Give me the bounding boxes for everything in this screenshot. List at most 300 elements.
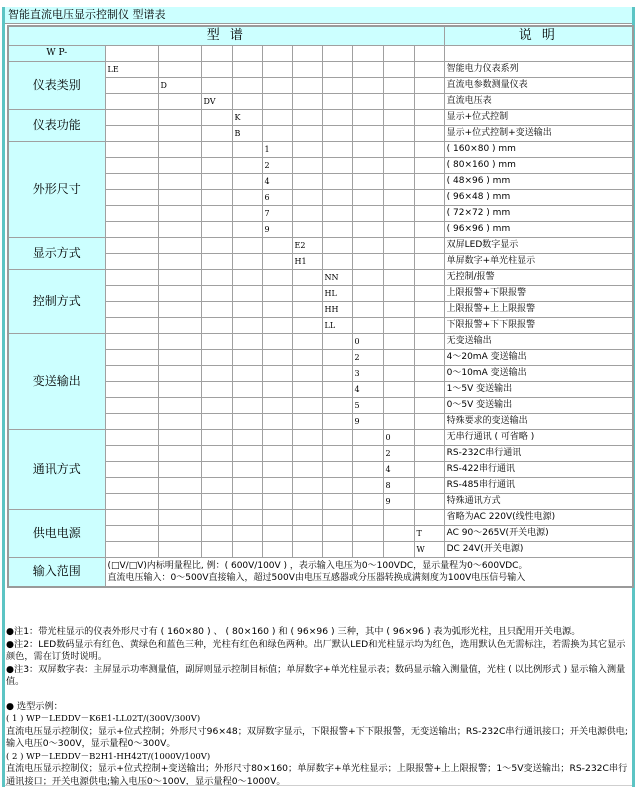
- empty-cell: [158, 237, 201, 253]
- empty-cell: [383, 61, 414, 77]
- group-label: 变送输出: [8, 333, 105, 429]
- example-2-text: 直流电压显示控制仪；显示+位式控制+变送输出；外形尺寸80×160；单屏数字+单光柱显示；上限报警+上上限报警；1～5V变送输出；RS-232C串行通讯接口；开关电源供电;输入电压0～100V，显示量程0～1000V。: [6, 763, 628, 787]
- empty-cell: [414, 333, 444, 349]
- empty-cell: [352, 61, 383, 77]
- code-cell: LE: [105, 61, 158, 77]
- empty-cell: [262, 413, 292, 429]
- empty-cell: [158, 541, 201, 557]
- empty-cell: [292, 301, 322, 317]
- empty-cell: [352, 77, 383, 93]
- description-cell: 上限报警+上上限报警: [444, 301, 633, 317]
- page-title: 智能直流电压显示控制仪 型谱表: [5, 7, 632, 24]
- empty-cell: [105, 365, 158, 381]
- empty-cell: [414, 317, 444, 333]
- empty-cell: [105, 189, 158, 205]
- empty-cell: [105, 237, 158, 253]
- group-label: 仪表类别: [8, 61, 105, 109]
- empty-cell: [158, 269, 201, 285]
- empty-cell: [414, 365, 444, 381]
- empty-cell: [232, 429, 262, 445]
- empty-cell: [352, 429, 383, 445]
- empty-cell: [158, 205, 201, 221]
- empty-cell: [105, 301, 158, 317]
- description-cell: RS-422串行通讯: [444, 461, 633, 477]
- empty-cell: [383, 189, 414, 205]
- empty-cell: [322, 509, 352, 525]
- empty-cell: [383, 333, 414, 349]
- empty-cell: [352, 125, 383, 141]
- empty-cell: [383, 365, 414, 381]
- empty-cell: [262, 477, 292, 493]
- empty-cell: [262, 61, 292, 77]
- empty-cell: [158, 317, 201, 333]
- description-cell: ( 96×48 ) mm: [444, 189, 633, 205]
- spec-row: [8, 141, 633, 157]
- description-cell: DC 24V(开关电源): [444, 541, 633, 557]
- empty-cell: [414, 493, 444, 509]
- empty-cell: [201, 381, 232, 397]
- empty-cell: [262, 269, 292, 285]
- empty-cell: [105, 461, 158, 477]
- empty-cell: [201, 109, 232, 125]
- empty-cell: [158, 397, 201, 413]
- empty-cell: [383, 109, 414, 125]
- empty-cell: [262, 285, 292, 301]
- example-2-code: ( 2 ) WP－LEDDV－B2H1-HH42T/(1000V/100V): [6, 751, 211, 762]
- empty-cell: [105, 173, 158, 189]
- empty-cell: [322, 493, 352, 509]
- empty-cell: [383, 173, 414, 189]
- empty-cell: [292, 461, 322, 477]
- description-cell: 无串行通讯 ( 可省略 ): [444, 429, 633, 445]
- empty-cell: [201, 333, 232, 349]
- empty-cell: [158, 365, 201, 381]
- input-range-line-2: 直流电压输入：0～500V直接输入，超过500V由电压互感器或分压器转换成满刻度为100V电压信号输入: [107, 572, 526, 583]
- empty-cell: [262, 397, 292, 413]
- empty-cell: [383, 125, 414, 141]
- empty-cell: [292, 157, 322, 173]
- empty-cell: [322, 173, 352, 189]
- notes-section: [6, 626, 630, 788]
- empty-cell: [105, 205, 158, 221]
- empty-cell: [232, 189, 262, 205]
- empty-cell: [232, 157, 262, 173]
- code-cell: 9: [352, 413, 383, 429]
- description-cell: RS-485串行通讯: [444, 477, 633, 493]
- empty-cell: [322, 525, 352, 541]
- code-cell: 0: [352, 333, 383, 349]
- description-cell: 直流电参数测量仪表: [444, 77, 633, 93]
- empty-cell: [201, 445, 232, 461]
- empty-cell: [292, 349, 322, 365]
- empty-cell: [292, 525, 322, 541]
- empty-cell: [352, 445, 383, 461]
- empty-cell: [352, 253, 383, 269]
- description-cell: 4～20mA 变送输出: [444, 349, 633, 365]
- spec-row: [8, 237, 633, 253]
- empty-cell: [158, 509, 201, 525]
- description-cell: 无控制/报警: [444, 269, 633, 285]
- empty-cell: [201, 141, 232, 157]
- empty-cell: [262, 429, 292, 445]
- empty-cell: [105, 157, 158, 173]
- empty-cell: [158, 93, 201, 109]
- empty-cell: [158, 445, 201, 461]
- empty-cell: [232, 333, 262, 349]
- empty-cell: [262, 109, 292, 125]
- description-cell: 特殊要求的变送输出: [444, 413, 633, 429]
- empty-cell: [201, 205, 232, 221]
- empty-cell: [292, 269, 322, 285]
- empty-cell: [158, 429, 201, 445]
- empty-cell: [201, 221, 232, 237]
- empty-cell: [262, 509, 292, 525]
- empty-cell: [352, 285, 383, 301]
- empty-cell: [414, 381, 444, 397]
- code-cell: DV: [201, 93, 232, 109]
- empty-cell: [105, 525, 158, 541]
- code-cell: 6: [262, 189, 292, 205]
- empty-cell: [383, 301, 414, 317]
- description-cell: ( 96×96 ) mm: [444, 221, 633, 237]
- code-cell: K: [232, 109, 262, 125]
- code-cell: 8: [383, 477, 414, 493]
- spec-row: [8, 333, 633, 349]
- empty-cell: [262, 525, 292, 541]
- empty-cell: [105, 477, 158, 493]
- model-spec-table: [7, 25, 634, 588]
- empty-cell: [383, 525, 414, 541]
- empty-cell: [414, 125, 444, 141]
- empty-cell: [292, 541, 322, 557]
- empty-cell: [105, 333, 158, 349]
- empty-cell: [292, 445, 322, 461]
- description-cell: ( 80×160 ) mm: [444, 157, 633, 173]
- empty-cell: [322, 365, 352, 381]
- empty-cell: [383, 141, 414, 157]
- empty-cell: [158, 413, 201, 429]
- empty-cell: [383, 413, 414, 429]
- empty-cell: [383, 397, 414, 413]
- empty-cell: [383, 349, 414, 365]
- empty-cell: [158, 285, 201, 301]
- empty-cell: [201, 285, 232, 301]
- input-range-label: 输入范围: [8, 557, 105, 587]
- empty-cell: [322, 125, 352, 141]
- code-cell: 7: [262, 205, 292, 221]
- empty-cell: [383, 541, 414, 557]
- code-cell: 2: [262, 157, 292, 173]
- description-cell: ( 72×72 ) mm: [444, 205, 633, 221]
- group-label: 控制方式: [8, 269, 105, 333]
- empty-cell: [201, 509, 232, 525]
- empty-cell: [232, 317, 262, 333]
- empty-cell: [262, 77, 292, 93]
- empty-cell: [105, 269, 158, 285]
- empty-cell: [322, 429, 352, 445]
- empty-cell: [352, 317, 383, 333]
- empty-cell: [414, 189, 444, 205]
- empty-cell: [201, 237, 232, 253]
- spec-row: [8, 509, 633, 525]
- empty-cell: [158, 157, 201, 173]
- empty-cell: [158, 477, 201, 493]
- code-cell: [414, 509, 444, 525]
- empty-cell: [383, 285, 414, 301]
- empty-cell: [414, 237, 444, 253]
- code-cell: H1: [292, 253, 322, 269]
- empty-cell: [383, 157, 414, 173]
- empty-cell: [262, 237, 292, 253]
- empty-cell: [232, 221, 262, 237]
- empty-cell: [232, 461, 262, 477]
- spec-row: [8, 269, 633, 285]
- empty-cell: [322, 413, 352, 429]
- empty-cell: [232, 509, 262, 525]
- empty-cell: [105, 445, 158, 461]
- empty-cell: [105, 93, 158, 109]
- empty-cell: [414, 429, 444, 445]
- code-cell: HH: [322, 301, 352, 317]
- empty-cell: [322, 141, 352, 157]
- empty-cell: [105, 429, 158, 445]
- empty-cell: [262, 445, 292, 461]
- code-cell: 0: [383, 429, 414, 445]
- empty-cell: [322, 349, 352, 365]
- empty-cell: [292, 221, 322, 237]
- empty-cell: [262, 317, 292, 333]
- empty-cell: [201, 413, 232, 429]
- empty-cell: [383, 269, 414, 285]
- empty-cell: [322, 253, 352, 269]
- empty-cell: [414, 205, 444, 221]
- empty-cell: [352, 189, 383, 205]
- empty-cell: [292, 477, 322, 493]
- empty-cell: [292, 109, 322, 125]
- empty-cell: [232, 269, 262, 285]
- empty-cell: [158, 493, 201, 509]
- empty-cell: [232, 381, 262, 397]
- empty-cell: [414, 461, 444, 477]
- empty-cell: [414, 397, 444, 413]
- empty-cell: [232, 541, 262, 557]
- empty-cell: [322, 477, 352, 493]
- empty-cell: [292, 61, 322, 77]
- empty-cell: [201, 429, 232, 445]
- empty-cell: [383, 317, 414, 333]
- description-cell: ( 160×80 ) mm: [444, 141, 633, 157]
- description-cell: 显示+位式控制+变送输出: [444, 125, 633, 141]
- empty-cell: [201, 77, 232, 93]
- empty-cell: [414, 93, 444, 109]
- empty-cell: [292, 429, 322, 445]
- empty-cell: [322, 445, 352, 461]
- empty-cell: [292, 413, 322, 429]
- empty-cell: [201, 125, 232, 141]
- empty-cell: [262, 493, 292, 509]
- empty-cell: [232, 477, 262, 493]
- empty-cell: [201, 397, 232, 413]
- description-cell: AC 90～265V(开关电源): [444, 525, 633, 541]
- empty-cell: [352, 269, 383, 285]
- description-cell: 省略为AC 220V(线性电源): [444, 509, 633, 525]
- empty-cell: [383, 77, 414, 93]
- description-cell: 下限报警+下下限报警: [444, 317, 633, 333]
- prefix-row: [8, 45, 633, 61]
- note-1: ●注1：带光柱显示的仪表外形尺寸有 ( 160×80 ) 、 ( 80×160 ) 和 ( 96×96 ) 三种，其中 ( 96×96 ) 表为弧形光柱，且只配用开关电源。: [6, 626, 581, 637]
- empty-cell: [201, 525, 232, 541]
- empty-cell: [158, 333, 201, 349]
- empty-cell: [232, 525, 262, 541]
- empty-cell: [414, 109, 444, 125]
- empty-cell: [322, 541, 352, 557]
- empty-cell: [201, 461, 232, 477]
- empty-cell: [414, 61, 444, 77]
- empty-cell: [105, 77, 158, 93]
- empty-cell: [352, 461, 383, 477]
- empty-cell: [292, 141, 322, 157]
- empty-cell: [414, 477, 444, 493]
- empty-cell: [414, 141, 444, 157]
- group-label: 通讯方式: [8, 429, 105, 509]
- empty-cell: [414, 445, 444, 461]
- empty-cell: [352, 141, 383, 157]
- example-1-code: ( 1 ) WP－LEDDV－K6E1-LL02T/(300V/300V): [6, 714, 201, 724]
- empty-cell: [262, 333, 292, 349]
- empty-cell: [262, 125, 292, 141]
- empty-cell: [105, 541, 158, 557]
- code-cell: W: [414, 541, 444, 557]
- spec-row: [8, 61, 633, 77]
- header-row: [8, 26, 633, 45]
- empty-cell: [414, 253, 444, 269]
- empty-cell: [158, 381, 201, 397]
- empty-cell: [414, 413, 444, 429]
- empty-cell: [322, 157, 352, 173]
- empty-cell: [383, 381, 414, 397]
- empty-cell: [383, 509, 414, 525]
- empty-cell: [414, 301, 444, 317]
- empty-cell: [232, 285, 262, 301]
- empty-cell: [322, 397, 352, 413]
- empty-cell: [262, 301, 292, 317]
- empty-cell: [352, 109, 383, 125]
- empty-cell: [105, 349, 158, 365]
- empty-cell: [292, 125, 322, 141]
- description-cell: 智能电力仪表系列: [444, 61, 633, 77]
- empty-cell: [322, 461, 352, 477]
- empty-cell: [383, 237, 414, 253]
- group-label: 仪表功能: [8, 109, 105, 141]
- empty-cell: [158, 461, 201, 477]
- empty-cell: [414, 77, 444, 93]
- code-cell: D: [158, 77, 201, 93]
- group-label: 外形尺寸: [8, 141, 105, 237]
- description-header: 说 明: [444, 26, 633, 45]
- empty-cell: [158, 189, 201, 205]
- empty-cell: [158, 253, 201, 269]
- code-cell: 2: [383, 445, 414, 461]
- empty-cell: [322, 77, 352, 93]
- empty-cell: [262, 349, 292, 365]
- empty-cell: [232, 93, 262, 109]
- description-cell: 显示+位式控制: [444, 109, 633, 125]
- empty-cell: [105, 253, 158, 269]
- empty-cell: [352, 205, 383, 221]
- empty-cell: [262, 253, 292, 269]
- empty-cell: [201, 541, 232, 557]
- empty-cell: [232, 413, 262, 429]
- empty-cell: [232, 397, 262, 413]
- empty-cell: [158, 109, 201, 125]
- group-label: 显示方式: [8, 237, 105, 269]
- empty-cell: [201, 269, 232, 285]
- empty-cell: [352, 509, 383, 525]
- empty-cell: [232, 493, 262, 509]
- code-cell: 5: [352, 397, 383, 413]
- empty-cell: [201, 365, 232, 381]
- empty-cell: [322, 221, 352, 237]
- empty-cell: [322, 61, 352, 77]
- description-cell: 0～10mA 变送输出: [444, 365, 633, 381]
- code-cell: 3: [352, 365, 383, 381]
- empty-cell: [232, 173, 262, 189]
- empty-cell: [352, 93, 383, 109]
- empty-cell: [232, 141, 262, 157]
- empty-cell: [105, 221, 158, 237]
- note-3: ●注3：双屏数字表：主屏显示功率测量值，副屏则显示控制目标值；单屏数字+单光柱显示表；数码显示输入测量值，光柱 ( 以比例形式 ) 显示输入测量值。: [6, 663, 626, 687]
- description-cell: ( 48×96 ) mm: [444, 173, 633, 189]
- description-cell: 特殊通讯方式: [444, 493, 633, 509]
- code-cell: 4: [383, 461, 414, 477]
- empty-cell: [352, 541, 383, 557]
- empty-cell: [105, 397, 158, 413]
- code-cell: LL: [322, 317, 352, 333]
- empty-cell: [262, 461, 292, 477]
- example-1-text: 直流电压显示控制仪；显示+位式控制；外形尺寸96×48；双屏数字显示，下限报警+下下限报警，无变送输出；RS-232C串行通讯接口；开关电源供电;输入电压0～300V，显示量程0～300V。: [6, 725, 628, 749]
- empty-cell: [232, 61, 262, 77]
- empty-cell: [201, 493, 232, 509]
- empty-cell: [201, 189, 232, 205]
- empty-cell: [292, 365, 322, 381]
- empty-cell: [383, 221, 414, 237]
- model-header: 型 谱: [8, 26, 444, 45]
- empty-cell: [158, 141, 201, 157]
- empty-cell: [232, 237, 262, 253]
- empty-cell: [105, 109, 158, 125]
- empty-cell: [414, 173, 444, 189]
- empty-cell: [352, 525, 383, 541]
- description-cell: RS-232C串行通讯: [444, 445, 633, 461]
- empty-cell: [158, 173, 201, 189]
- empty-cell: [292, 317, 322, 333]
- empty-cell: [232, 365, 262, 381]
- empty-cell: [322, 93, 352, 109]
- spec-row: [8, 429, 633, 445]
- empty-cell: [352, 493, 383, 509]
- empty-cell: [262, 381, 292, 397]
- empty-cell: [105, 317, 158, 333]
- empty-cell: [352, 157, 383, 173]
- empty-cell: [383, 253, 414, 269]
- input-range-text: [105, 557, 633, 587]
- empty-cell: [383, 205, 414, 221]
- empty-cell: [232, 77, 262, 93]
- description-cell: 0～5V 变送输出: [444, 397, 633, 413]
- empty-cell: [352, 173, 383, 189]
- spec-row: [8, 109, 633, 125]
- empty-cell: [322, 189, 352, 205]
